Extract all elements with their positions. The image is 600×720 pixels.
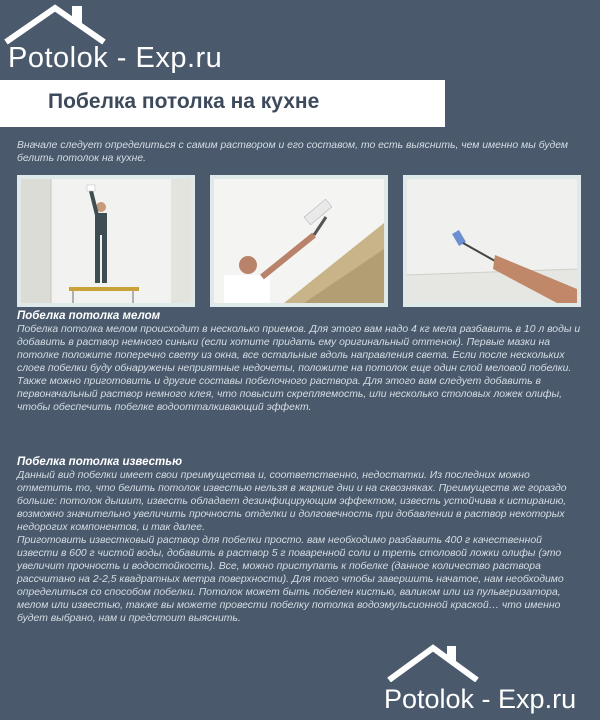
section-heading-lime: Побелка потолка известью	[17, 456, 183, 468]
intro-text: Вначале следует определиться с самим раствором и его составом, то есть выяснить, чем именно мы будем белить потолок на кухне.	[17, 140, 569, 164]
house-roof-icon	[0, 0, 110, 45]
paragraph: Побелка потолка мелом происходит в несколько приемов. Для этого вам надо 4 кг мела разбавить в 10 л воды и добавить в раствор немного синьки (если хотите придать ему оригинальный оттенок). Первые мазки на потолке положите поперечно свету из окна, все остальные вдоль направления света. Если после нескольких слоев побелки буду обнаружены неприятные недочеты, положите на потолок еще один слой меловой побелки.	[17, 324, 581, 374]
photo-worker-on-scaffold	[17, 175, 195, 307]
site-name-footer: Potolok - Exp.ru	[384, 684, 577, 714]
section-heading-chalk: Побелка потолка мелом	[17, 310, 161, 322]
photo-hand-painting-ceiling	[403, 175, 581, 307]
site-logo[interactable]	[0, 0, 260, 80]
title-bar	[0, 80, 445, 127]
paragraph: Данный вид побелки имеет свои преимущества и, соответственно, недостатки. Из последних можно отметить то, что белить потолок известью нельзя в жаркие дни и на сквозняках. Преимуществ же гораздо больше: потолок дышит, известь обладает дезинфицирующим эффектом, известь устойчива к истиранию, возможно значительно увеличить прочность отделки и долговечность при добавлении в раствор некоторых недорогих компонентов, и так далее.	[17, 470, 567, 533]
page-title: Побелка потолка на кухне	[48, 90, 320, 113]
site-name: Potolok - Exp.ru	[8, 42, 223, 74]
section-body-lime	[17, 469, 582, 625]
house-roof-icon	[383, 640, 483, 682]
photo-worker-with-roller	[210, 175, 388, 307]
paragraph: Приготовить известковый раствор для побелки просто. вам необходимо разбавить 400 г качественной извести в 600 г чистой воды, добавить в раствор 5 г поваренной соли и треть столовой ложки олифы (это увеличит прочность и водостойкость). Все, можно приступать к побелке (данное количество раствора рассчитано на 2-2,5 квадратных метра поверхности). Для того чтобы завершить начатое, нам необходимо определиться со способом побелки. Потолок может быть побелен кистью, валиком или из пульверизатора, мелом или известью, также вы можете провести побелку потолка водоэмульсионной краской… что именно будет выбрано, нам и предстоит выяснить.	[17, 535, 564, 624]
section-body-chalk	[17, 323, 582, 414]
paragraph: Также можно приготовить и другие составы побелочного раствора. Для этого вам следует добавить в первоначальный раствор немного клея, что повысит скрепляемость, или несколько столовых ложек олифы, чтобы обеспечить побелке водоотталкивающий эффект.	[17, 376, 562, 413]
site-logo-footer[interactable]	[378, 640, 600, 720]
